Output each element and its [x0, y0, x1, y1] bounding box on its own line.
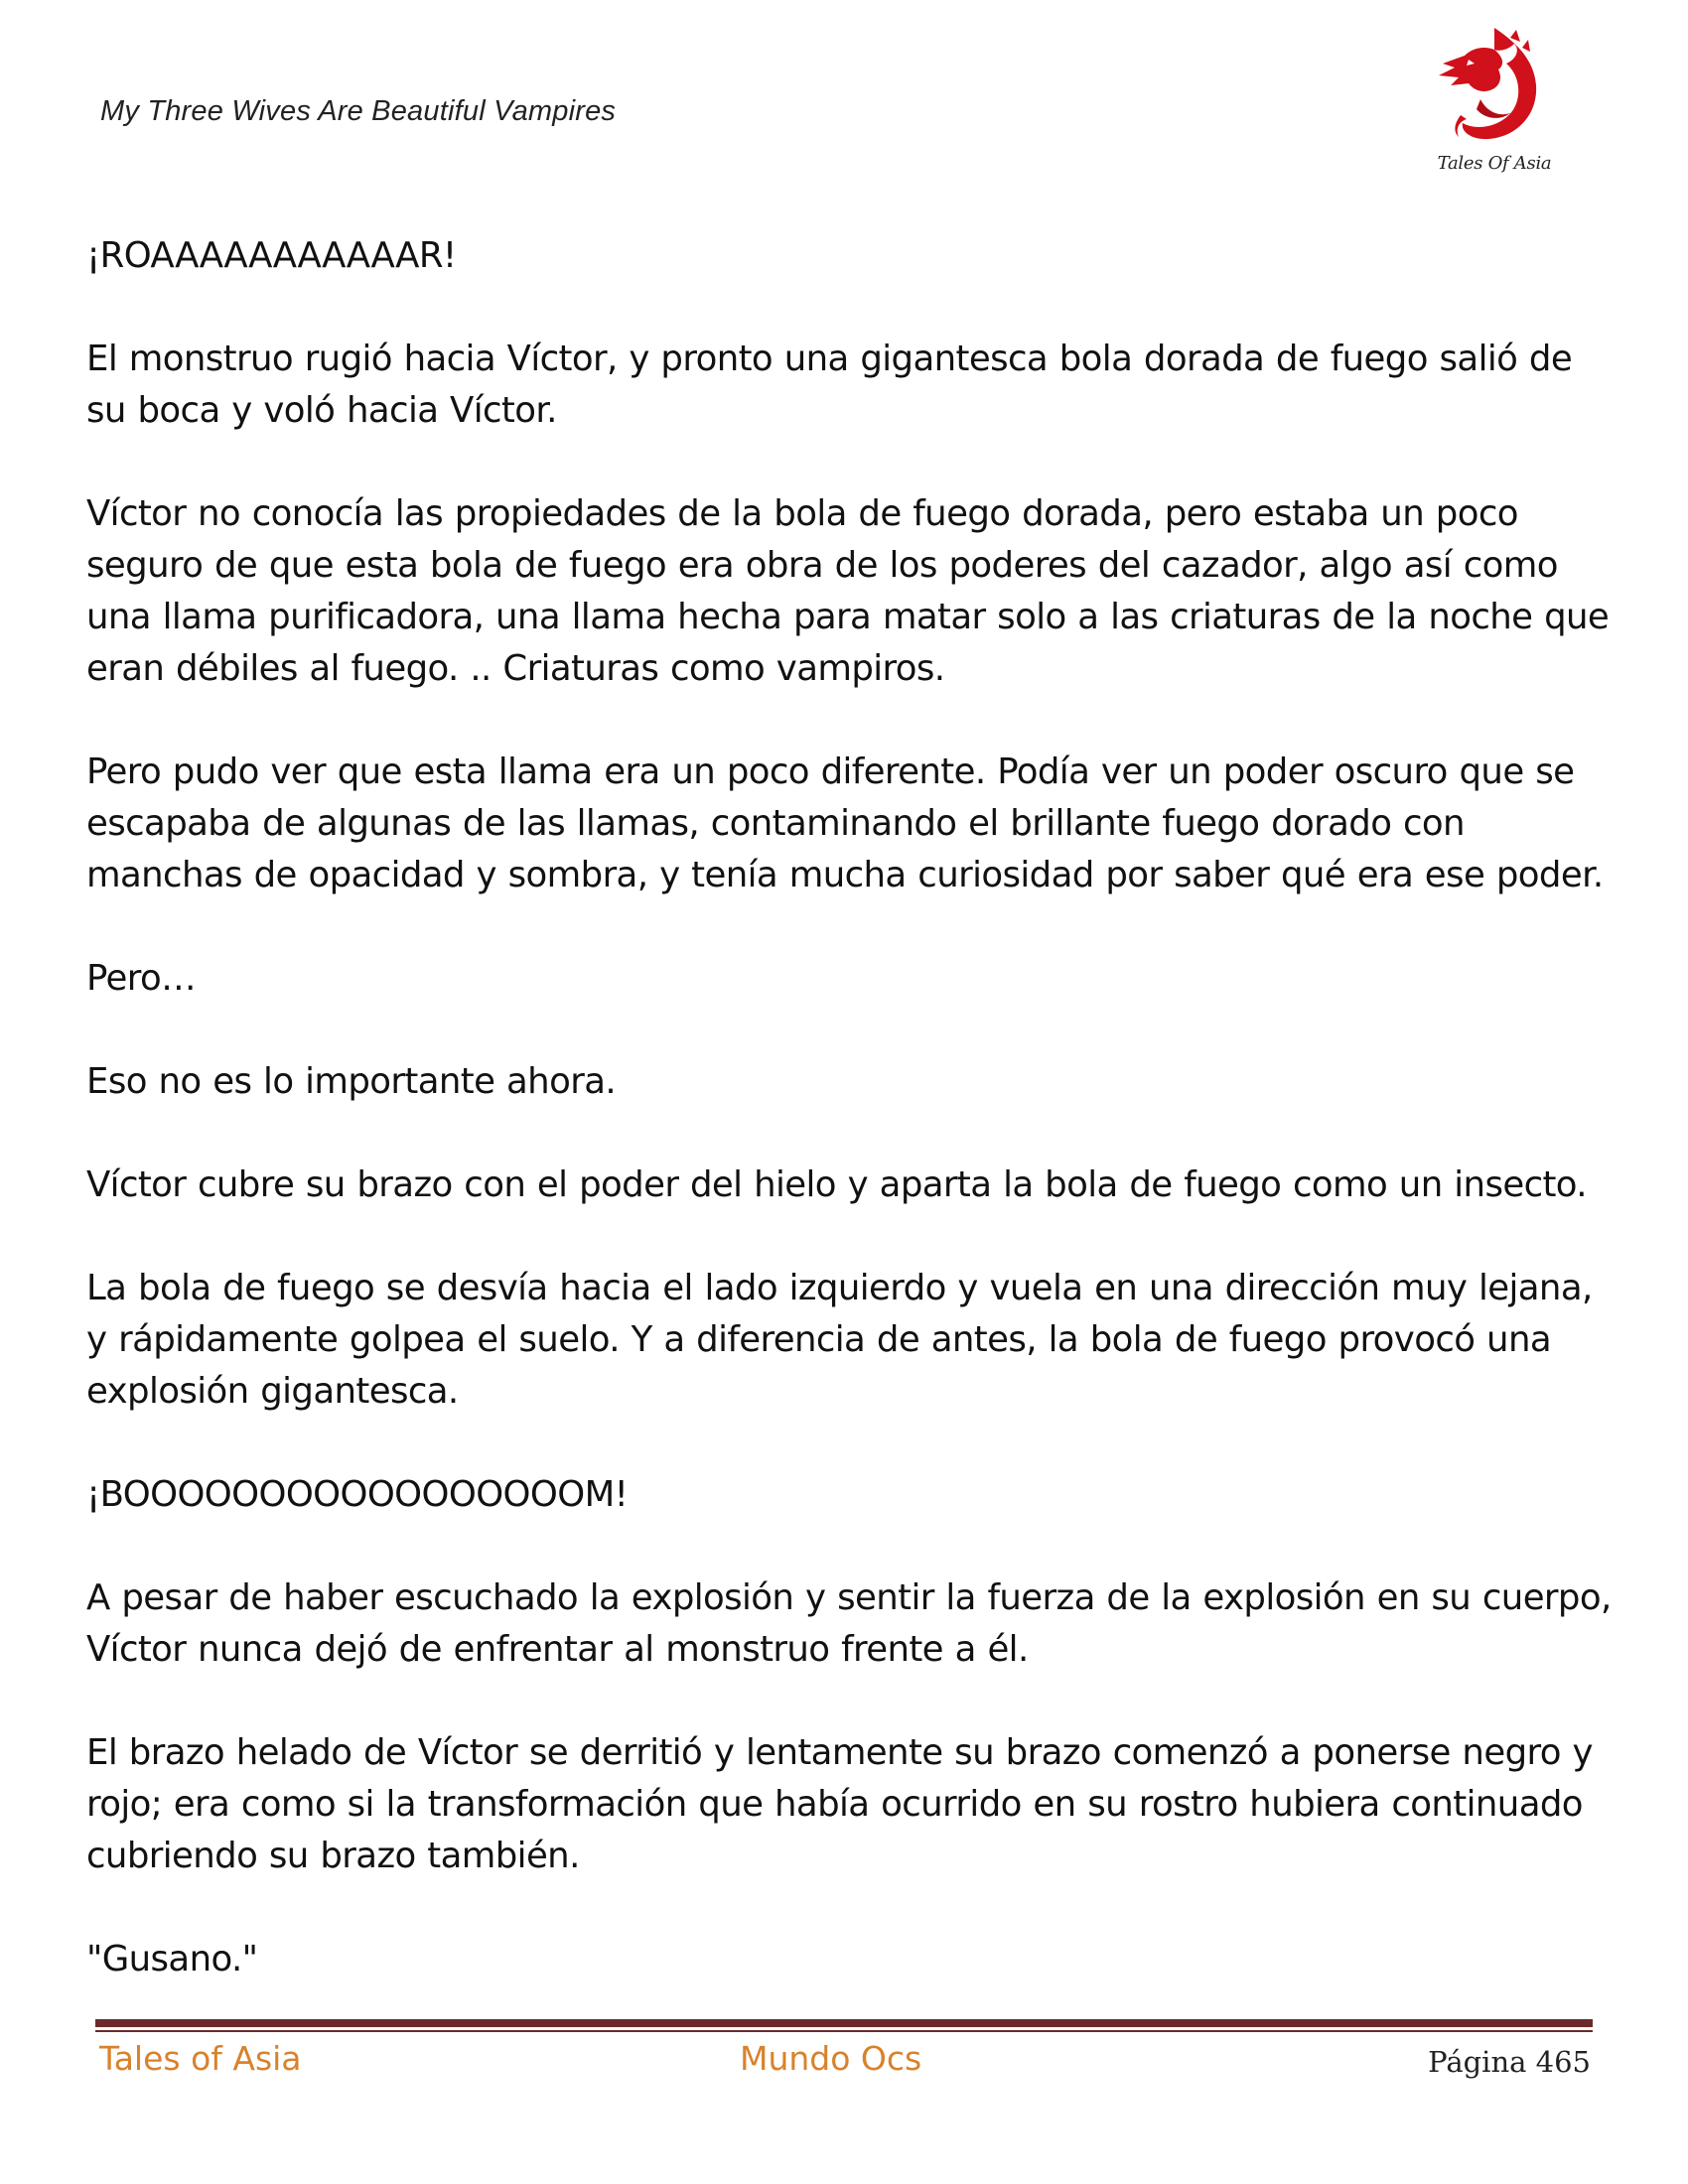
paragraph: Pero pudo ver que esta llama era un poco diferente. Podía ver un poder oscuro que se escapaba de algunas de las llamas, contaminando el brillante fuego dorado con manchas de opacidad y sombra, y tenía mucha curiosidad por saber qué era ese poder. — [86, 751, 1604, 895]
footer-site-name: Tales of Asia — [99, 2039, 302, 2078]
paragraph: "Gusano." — [86, 1939, 258, 1979]
red-dragon-logo-icon — [1425, 20, 1564, 159]
paragraph: Víctor cubre su brazo con el poder del hielo y aparta la bola de fuego como un insecto. — [86, 1164, 1587, 1205]
paragraph: El brazo helado de Víctor se derritió y lentamente su brazo comenzó a ponerse negro y rojo; era como si la transformación que había ocurrido en su rostro hubiera continuado cubriendo su brazo también. — [86, 1732, 1593, 1876]
paragraph: ¡BOOOOOOOOOOOOOOOOOM! — [86, 1474, 629, 1515]
footer-divider — [95, 2019, 1593, 2032]
paragraph: ¡ROAAAAAAAAAAAR! — [86, 235, 457, 276]
paragraph: Eso no es lo importante ahora. — [86, 1061, 617, 1102]
paragraph: Víctor no conocía las propiedades de la bola de fuego dorada, pero estaba un poco seguro de que esta bola de fuego era obra de los poderes del cazador, algo así como una llama purificadora, una llama hecha para matar solo a las criaturas de la noche que eran débiles al fuego. .. Criaturas como vampiros. — [86, 493, 1610, 689]
paragraph: Pero… — [86, 958, 197, 999]
chapter-body — [86, 230, 1616, 2037]
logo-text: Tales Of Asia — [1437, 153, 1552, 174]
paragraph: A pesar de haber escuchado la explosión y sentir la fuerza de la explosión en su cuerpo, Víctor nunca dejó de enfrentar al monstruo frente a él. — [86, 1577, 1612, 1670]
page-number: Página 465 — [1428, 2045, 1591, 2079]
paragraph: El monstruo rugió hacia Víctor, y pronto una gigantesca bola dorada de fuego salió de su boca y voló hacia Víctor. — [86, 339, 1573, 431]
book-title: My Three Wives Are Beautiful Vampires — [100, 95, 617, 127]
tales-of-asia-logo — [1425, 20, 1564, 179]
footer-group-name: Mundo Ocs — [740, 2039, 922, 2078]
paragraph: La bola de fuego se desvía hacia el lado izquierdo y vuela en una dirección muy lejana, y rápidamente golpea el suelo. Y a diferencia de antes, la bola de fuego provocó una explosión gigantesca. — [86, 1268, 1593, 1412]
